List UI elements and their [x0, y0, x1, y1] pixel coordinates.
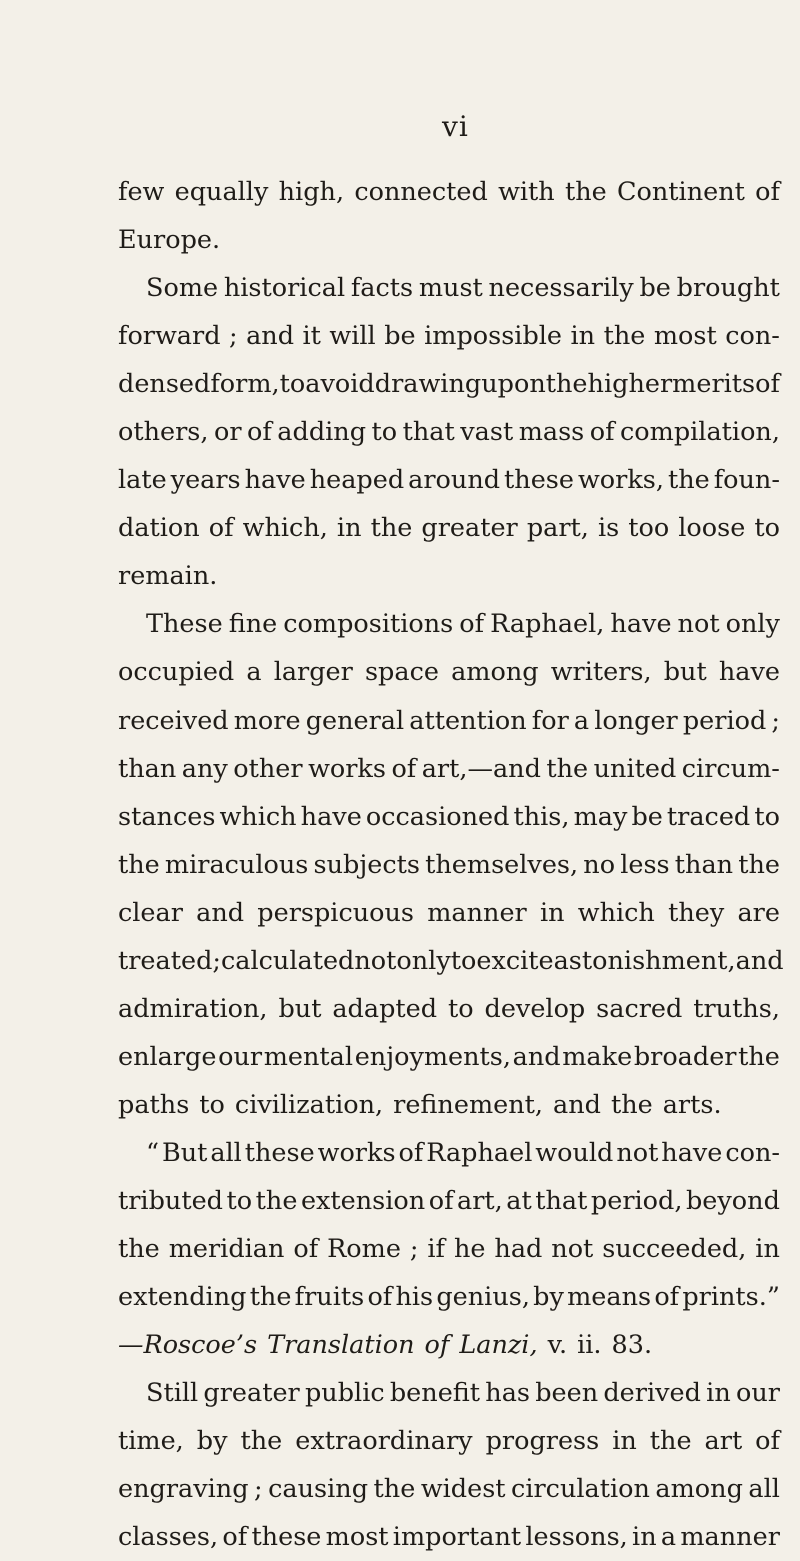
word: subjects [313, 849, 420, 880]
word: only [725, 609, 780, 640]
word: and [246, 321, 295, 352]
text-line [118, 648, 780, 696]
page-number: vi [442, 110, 469, 143]
text-line [118, 1369, 780, 1417]
word: adapted [332, 993, 438, 1024]
word: late [118, 465, 167, 496]
word: of [247, 417, 272, 448]
text-line [118, 937, 784, 985]
word: connected [354, 177, 488, 207]
word: necessarily [488, 273, 634, 304]
word: of [755, 177, 780, 207]
word: the [118, 849, 160, 880]
word: form, [210, 369, 280, 400]
word: period [682, 705, 767, 736]
word: but [663, 657, 707, 688]
word: more [233, 705, 301, 736]
word: works [317, 1137, 396, 1168]
word: equally [174, 177, 269, 207]
word: it [302, 321, 321, 352]
word: which [219, 801, 297, 832]
word: all [210, 1137, 242, 1168]
word: con- [725, 321, 780, 352]
word: benefit [389, 1378, 481, 1409]
word: Raphael, [490, 609, 605, 640]
text-line [118, 745, 780, 793]
word: Some [146, 273, 219, 304]
word: forward [118, 321, 221, 352]
word: of [222, 1522, 248, 1553]
text-line [118, 216, 780, 264]
word: among [451, 657, 539, 688]
word: lessons, [525, 1522, 628, 1553]
text-line [118, 1513, 780, 1561]
word: to [226, 1185, 253, 1216]
word: meridian [168, 1234, 285, 1265]
word: not [354, 945, 397, 976]
word: these [251, 1522, 322, 1553]
word: themselves, [425, 849, 579, 880]
word: than [674, 849, 734, 880]
word: extraordinary [295, 1426, 473, 1457]
word: these [244, 1137, 315, 1168]
word: in [612, 1426, 637, 1457]
word: united [593, 753, 677, 784]
word: densed [118, 369, 211, 400]
word: classes, [118, 1522, 219, 1553]
word: public [304, 1378, 385, 1409]
text-line [118, 360, 780, 408]
word: fruits [294, 1282, 365, 1313]
word: to [754, 513, 780, 544]
text-line [118, 168, 780, 216]
word: succeeded, [602, 1234, 747, 1265]
word: admiration, [118, 993, 268, 1024]
word: treated [118, 945, 213, 976]
word: paths [118, 1089, 190, 1120]
word: truths, [693, 993, 780, 1024]
word: by [196, 1426, 228, 1457]
word: occupied [118, 657, 235, 688]
word: among [655, 1474, 743, 1505]
word: to [371, 417, 398, 448]
word: in [755, 1234, 780, 1265]
word: of [755, 369, 780, 400]
word: Raphael [426, 1137, 533, 1168]
word: Rome [327, 1234, 401, 1265]
text-line [118, 697, 780, 745]
text-line [118, 793, 780, 841]
word: longer [594, 705, 678, 736]
word: only [396, 945, 451, 976]
word: important [392, 1522, 522, 1553]
word: if [427, 1234, 445, 1265]
text-line [118, 1465, 780, 1513]
text-line [118, 552, 780, 600]
word: to [199, 1089, 225, 1120]
word: These [146, 609, 223, 640]
word: progress [485, 1426, 600, 1457]
word: circulation [511, 1474, 650, 1505]
word: of [293, 1234, 319, 1265]
word: perspicuous [257, 897, 415, 928]
word: heaped [309, 465, 405, 496]
word: avoid [305, 369, 375, 400]
word: Lanzi, [459, 1330, 538, 1361]
word: art [704, 1426, 743, 1457]
word: have [244, 465, 306, 496]
word: all [748, 1474, 780, 1505]
word: works, [577, 465, 664, 496]
word: at [506, 1185, 532, 1216]
word: ii. [577, 1330, 602, 1361]
word: ; [771, 705, 780, 736]
word: calculated [221, 945, 355, 976]
word: a [246, 657, 262, 688]
word: than [118, 753, 177, 784]
word: or [213, 417, 242, 448]
word: our [218, 1041, 263, 1072]
text-line [118, 841, 780, 889]
word: enlarge [118, 1041, 217, 1072]
word: But [161, 1137, 208, 1168]
word: v. [547, 1330, 568, 1361]
word: the [610, 1089, 653, 1120]
word: clear [118, 897, 183, 928]
word: space [364, 657, 439, 688]
word: drawing [374, 369, 482, 400]
word: greater [203, 1378, 300, 1409]
word: may [573, 801, 628, 832]
word: beyond [685, 1185, 780, 1216]
word: they [668, 897, 725, 928]
word: manner [680, 1522, 780, 1553]
word: have [300, 801, 362, 832]
word: —Roscoe’s [118, 1330, 258, 1361]
word: manner [427, 897, 527, 928]
word: traced [666, 801, 751, 832]
word: had [494, 1234, 543, 1265]
word: be [631, 801, 663, 832]
word: received [118, 705, 229, 736]
word: the [546, 753, 589, 784]
word: our [735, 1378, 780, 1409]
word: have [718, 657, 780, 688]
word: means [567, 1282, 652, 1313]
word: Continent [617, 177, 745, 207]
word: Still [146, 1378, 199, 1409]
word: too [628, 513, 670, 544]
word: the [370, 513, 413, 544]
word: works [308, 753, 386, 784]
word: that [402, 417, 455, 448]
text-line [118, 600, 780, 648]
word: greater [421, 513, 518, 544]
word: be [639, 273, 671, 304]
word: these [504, 465, 574, 496]
word: fine [228, 609, 278, 640]
text-line [118, 1273, 780, 1321]
word: would [535, 1137, 614, 1168]
body-text [118, 168, 784, 1561]
text-line [118, 1225, 780, 1273]
text-line [118, 985, 780, 1033]
word: causing [268, 1474, 369, 1505]
word: mental [263, 1041, 354, 1072]
word: arts. [662, 1089, 722, 1120]
word: ; [254, 1474, 263, 1505]
text-line [118, 1321, 780, 1369]
word: miraculous [164, 849, 309, 880]
word: the [738, 849, 780, 880]
word: in [539, 897, 565, 928]
word: derived [603, 1378, 701, 1409]
word: his [395, 1282, 434, 1313]
word: higher [587, 369, 673, 400]
text-line [118, 1177, 780, 1225]
word: other [233, 753, 303, 784]
word: the [649, 1426, 692, 1457]
text-line [118, 1081, 780, 1129]
word: of [424, 1330, 450, 1361]
word: been [535, 1378, 599, 1409]
word: to [450, 945, 477, 976]
text-line [118, 1417, 780, 1465]
word: has [485, 1378, 530, 1409]
word: few [118, 177, 165, 207]
word: 83. [611, 1330, 653, 1361]
word: no [583, 849, 616, 880]
word: others, [118, 417, 209, 448]
word: occasioned [365, 801, 510, 832]
word: attention [409, 705, 527, 736]
word: refinement, [393, 1089, 543, 1120]
word: any [181, 753, 228, 784]
word: sacred [596, 993, 683, 1024]
word: this, [513, 801, 570, 832]
word: of [391, 753, 417, 784]
word: which, [242, 513, 328, 544]
word: prints.” [682, 1282, 780, 1313]
word: mass [518, 417, 585, 448]
word: art, [457, 1185, 503, 1216]
word: but [278, 993, 322, 1024]
word: brought [676, 273, 780, 304]
word: the [249, 1282, 292, 1313]
word: the [118, 1234, 160, 1265]
word: the [738, 1041, 780, 1072]
word: dation [118, 513, 200, 544]
word: compositions [283, 609, 454, 640]
word: of [367, 1282, 393, 1313]
word: years [170, 465, 241, 496]
word: and [553, 1089, 601, 1120]
word: enjoyments, [354, 1041, 511, 1072]
word: make [562, 1041, 633, 1072]
word: he [453, 1234, 486, 1265]
word: con- [725, 1137, 780, 1168]
word: with [498, 177, 555, 207]
word: of [589, 417, 615, 448]
word: tributed [118, 1185, 224, 1216]
word: not [677, 609, 720, 640]
word: which [577, 897, 655, 928]
word: by [533, 1282, 564, 1313]
word: to [754, 801, 780, 832]
word: be [384, 321, 416, 352]
word: a [573, 705, 590, 736]
word: compilation, [620, 417, 780, 448]
text-line [118, 312, 780, 360]
word: period, [590, 1185, 683, 1216]
word: civilization, [234, 1089, 384, 1120]
word: vast [460, 417, 514, 448]
word: adding [277, 417, 367, 448]
word: time, [118, 1426, 184, 1457]
word: of [755, 1426, 780, 1457]
word: remain. [118, 561, 218, 592]
word: the [373, 1474, 416, 1505]
word: in [632, 1522, 657, 1553]
text-line [118, 1033, 780, 1081]
word: “ [146, 1137, 160, 1168]
word: in [336, 513, 362, 544]
word: the [667, 465, 710, 496]
word: upon [481, 369, 546, 400]
word: of [654, 1282, 680, 1313]
word: high, [278, 177, 345, 207]
word: of [398, 1137, 424, 1168]
text-line [118, 264, 780, 312]
word: must [418, 273, 483, 304]
word: and [196, 897, 245, 928]
word: genius, [436, 1282, 530, 1313]
word: of [208, 513, 234, 544]
word: develop [484, 993, 586, 1024]
word: of [428, 1185, 454, 1216]
word: and [512, 1041, 561, 1072]
word: are [737, 897, 780, 928]
word: merits [672, 369, 756, 400]
word: engraving [118, 1474, 249, 1505]
word: most [653, 321, 717, 352]
text-line [118, 889, 780, 937]
word: general [305, 705, 405, 736]
word: Translation [267, 1330, 415, 1361]
word: and [735, 945, 784, 976]
word: extending [118, 1282, 247, 1313]
word: extension [300, 1185, 426, 1216]
text-line [118, 1129, 780, 1177]
word: not [551, 1234, 594, 1265]
text-line [118, 504, 780, 552]
word: to [279, 369, 306, 400]
word: loose [678, 513, 746, 544]
word: foun- [713, 465, 780, 496]
word: the [545, 369, 588, 400]
word: larger [273, 657, 353, 688]
word: astonishment, [553, 945, 736, 976]
word: the [255, 1185, 298, 1216]
word: broader [633, 1041, 737, 1072]
word: is [597, 513, 620, 544]
word: around [408, 465, 501, 496]
word: in [706, 1378, 731, 1409]
word: a [660, 1522, 677, 1553]
word: most [325, 1522, 389, 1553]
word: ; [229, 321, 238, 352]
word: that [535, 1185, 588, 1216]
word: will [329, 321, 376, 352]
word: part, [526, 513, 589, 544]
text-line [118, 456, 780, 504]
word: not [616, 1137, 659, 1168]
word: ; [409, 1234, 419, 1265]
word: have [610, 609, 672, 640]
word: excite [476, 945, 554, 976]
word: stances [118, 801, 216, 832]
text-line [118, 408, 780, 456]
word: widest [420, 1474, 506, 1505]
word: less [620, 849, 670, 880]
word: historical [223, 273, 346, 304]
word: circum- [681, 753, 780, 784]
word: the [240, 1426, 283, 1457]
word: for [531, 705, 569, 736]
word: the [603, 321, 646, 352]
word: impossible [424, 321, 563, 352]
word: facts [350, 273, 414, 304]
word: in [570, 321, 596, 352]
word: have [661, 1137, 723, 1168]
word: to [447, 993, 474, 1024]
word: Europe. [118, 225, 221, 256]
word: the [564, 177, 607, 207]
word: of [459, 609, 485, 640]
word: writers, [550, 657, 652, 688]
word: ; [212, 945, 221, 976]
word: art,—and [421, 753, 541, 784]
